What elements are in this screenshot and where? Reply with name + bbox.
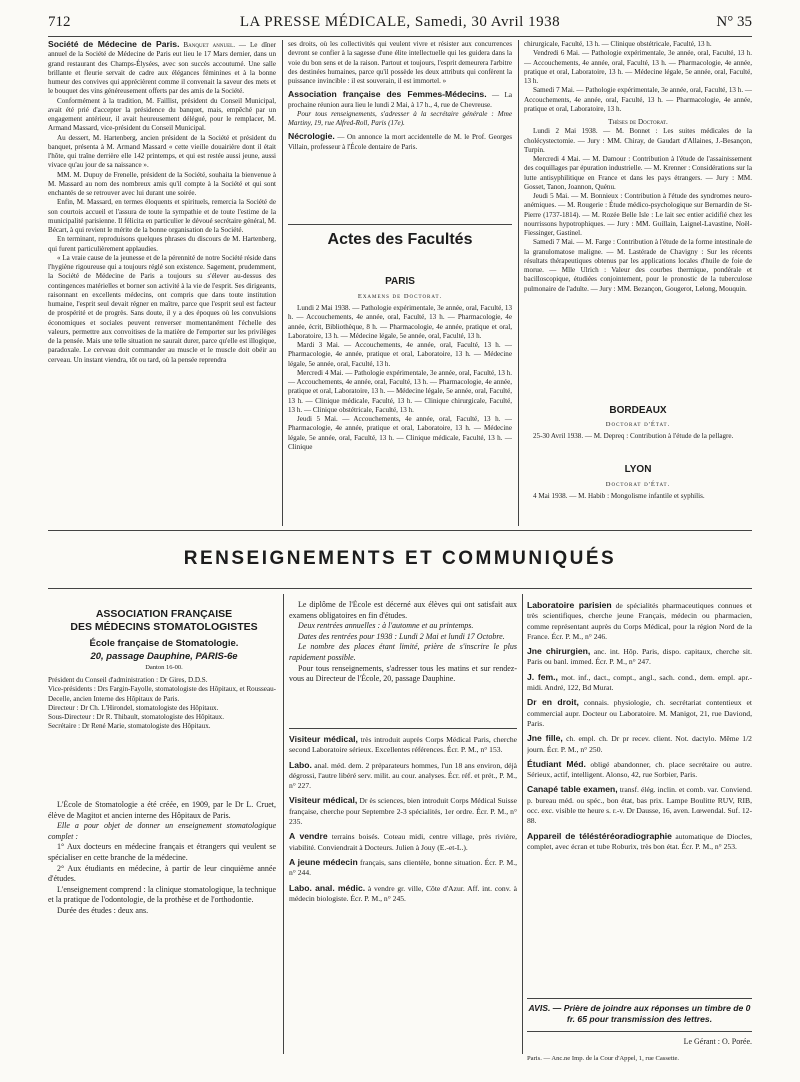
printer-line: Paris. — Anc.ne Imp. de la Cour d'Appel, 1, rue Cassette. <box>527 1055 680 1062</box>
school-body-3: 2° Aux étudiants en médecine, à partir de leur cinquième année d'études. <box>48 863 276 884</box>
classifieds-right <box>527 600 752 996</box>
renseignements-title: RENSEIGNEMENTS ET COMMUNIQUÉS <box>183 548 617 569</box>
these-item-0: Lundi 2 Mai 1938. — M. Bonnet : Les suites médicales de la cholécystectomie. — Jury : MM. Chiray, de Gaudart d'Allaines, J.-Besançon, Turpin. <box>524 127 752 154</box>
societe-heading: Société de Médecine de Paris. <box>48 40 180 49</box>
classified-mid-1: Labo. anal. méd. dem. 2 préparateurs hommes, l'un 18 ans environ, déjà dégrossi, l'autre libéré serv. milit. au cour. analyses. Écr. réf. et prét., P. M., n° 227. <box>289 759 517 791</box>
school-cont-4: Pour tous renseignements, s'adresser tous les matins et sur rendez-vous au Directeur de l'École, 20, passage Dauphine. <box>289 663 517 684</box>
journal-title: LA PRESSE MÉDICALE, Samedi, 30 Avril 1938 <box>239 14 561 30</box>
school-description <box>48 800 276 940</box>
gerant-line: Le Gérant : O. Porée. <box>683 1037 752 1046</box>
lyon-text: 4 Mai 1938. — M. Habib : Mongolisme infantile et syphilis. <box>533 492 705 500</box>
classified-right-4: Jne fille, ch. empl. ch. Dr pr recev. client. Not. dactylo. Même 1/2 journ. Écr. P. M., n° 250. <box>527 733 752 754</box>
column-examens-paris <box>288 304 512 526</box>
bordeaux-text-block <box>524 432 752 454</box>
school-body-0: L'École de Stomatologie a été créée, en 1909, par le Dr L. Cruet, élève de Magitot et ancien interne des Hôpitaux de Paris. <box>48 800 276 820</box>
lyon-text-block <box>524 492 752 514</box>
column-rule <box>283 594 284 1054</box>
column-rule <box>522 594 523 1054</box>
these-item-3: Samedi 7 Mai. — M. Farge : Contribution à l'étude de la forme intestinale de la granulomatose maligne. — M. Lastérade de Chavigny : Sur les récents résultats thérapeutiques obtenus par les applications locales d'huile de foie de morue. — Mlle Ulrich : Valeur des courbes thermique, pondérale et bacilloscopique, étudiées conjointement, pour le pronostic de la tuberculose pulmonaire de l'adulte. — Jury : MM. Bezançon, Gougerot, Lelong, Mouquin. <box>524 238 752 293</box>
lyon-subheading: Doctorat d'État. <box>605 481 671 488</box>
col1-para-5: En terminant, reproduisons quelques phrases du discours de M. Hartenberg, qui furent particulièrement applaudies. <box>48 235 276 253</box>
classified-right-6: Canapé table examen, transf. élég. inclin. et comb. var. Conviend. p. bureau méd. ou spéc., bon état, bas prix. Lampe Boulitte RUV, RIB, occ. exc. visible tte heure s. r.-v. Dr Dausse, 16, aven. Lœwendal. Suf. 12-88. <box>527 784 752 826</box>
bordeaux-text: 25-30 Avril 1938. — M. Depreq : Contribution à l'étude de la pellagre. <box>533 432 734 440</box>
col1-para-3: MM. M. Dupuy de Frenelle, président de la Société, souhaita la bienvenue à M. Massard au nom des nombreux amis qu'il compte à la Société et qui sont enchantés de se retrouver avec lui durant une soirée. <box>48 170 276 197</box>
classified-right-7: Appareil de téléstéréoradiographie automatique de Diocles, complet, avec écran et tube Roburix, très bon état. Écr. P. M., n° 253. <box>527 830 752 851</box>
officer-3: Sous-Directeur : Dr R. Thibault, stomatologiste des Hôpitaux. <box>48 713 225 721</box>
classified-right-2: J. fem., mot. inf., dact., compt., angl., sach. cond., dem. empl. apr.-midi. André, 122, Bd Murat. <box>527 671 752 693</box>
paris-heading: PARIS <box>385 276 415 287</box>
classifieds-rule <box>289 728 517 729</box>
classified-mid-3: A vendre terrains boisés. Coteau midi, centre village, près rivière, viabilité. Conviendrait à Docteurs. Julien à Jouy (E.-et-L.). <box>289 831 517 852</box>
page-number: 712 <box>48 14 71 30</box>
officer-1: Vice-présidents : Drs Fargin-Fayolle, stomatologiste des Hôpitaux, et Rousseau-Decelle, ancien Interne des Hôpitaux de Paris. <box>48 685 276 703</box>
classified-right-0: Laboratoire parisien de spécialités pharmaceutiques connues et très scientifiques, cherche jeune Français, médecin ou pharmacien, comme représentant auprès du Corps Médical, pour la région Nord de la France. Écr. P. M., n° 246. <box>527 600 752 641</box>
classified-mid-4: A jeune médecin français, sans clientèle, bonne situation. Écr. P. M., n° 244. <box>289 856 517 878</box>
col1-para-6: « La vraie cause de la jeunesse et de la pérennité de notre Société réside dans l'hygiène rigoureuse qui a toujours réglé son existence. Sagement, prudemment, la Société de Médecine de Paris a toujours su s'élever au-dessus des contingences matérielles et borner son activité à la vie de l'esprit. Ses dirigeants, raisonnant en excellents médecins, ont compris que dans toute institution humaine, l'esprit seul devait régner en maître, parce que l'esprit seul est facteur de prospérité et de progrès. Sans doute, il y a des époques où les convulsions économiques et sociales peuvent renverser momentanément l'échelle des valeurs, permettre aux convoitises de la matière de l'emporter sur les privilèges de la pensée. Mais une telle situation ne saurait durer, parce qu'elle est illogique, paradoxale. Le cerveau doit commander au muscle et le muscle doit obéir au cerveau. Un instant viendra, tôt ou tard, où la pensée reprendra <box>48 253 276 364</box>
exam-item-0: Lundi 2 Mai 1938. — Pathologie expérimentale, 3e année, oral, Faculté, 13 h. — Accouchements, 4e année, oral, Faculté, 13 h. — Pharmacologie, 4e année, écrit, Bibliothèque, 8 h. — Pharmacologie, 4e année, pratique et oral, Laboratoire, 13 h. — Médecine légale, 5e année, oral, Faculté, 13 h. <box>288 304 512 340</box>
col4-item-1: Vendredi 6 Mai. — Pathologie expérimentale, 3e année, oral, Faculté, 13 h. — Accouchements, 4e année, oral, Faculté, 13 h. — Pharmacologie, 4e année, pratique et oral, Laboratoire, 13 h. — Médecine légale, 5e année, oral, Faculté, 13 h. <box>524 49 752 85</box>
femmes-medecins-heading: Association française des Femmes-Médecins. <box>288 89 487 100</box>
bordeaux-heading: BORDEAUX <box>609 405 667 416</box>
school-address: 20, passage Dauphine, PARIS-6e <box>90 651 238 662</box>
femmes-medecins-contact: Pour tous renseignements, s'adresser à la secrétaire générale : Mme Martiny, 19, rue Alfred-Roll, Paris (17e). <box>288 109 512 127</box>
col4-item-0: chirurgicale, Faculté, 13 h. — Clinique obstétricale, Faculté, 13 h. <box>524 40 712 48</box>
societe-heading-tail: Banquet annuel. <box>183 41 235 49</box>
issue-number: N° 35 <box>716 14 752 30</box>
col4-item-2: Samedi 7 Mai. — Pathologie expérimentale, 3e année, oral, Faculté, 13 h. — Accouchements, 4e année, oral, Faculté, 13 h. — Pharmacologie, 4e année, pratique et oral, Laboratoire, 13 h. <box>524 86 752 113</box>
classified-mid-2: Visiteur médical, Dr ès sciences, bien introduit Corps Médical Suisse française, cherche pour Septembre 2-3 spécialités, 1er ordre. Écr. P. M., n° 235. <box>289 795 517 827</box>
these-item-2: Jeudi 5 Mai. — M. Bonnieux : Contribution à l'étude des syndromes neuro-anémiques. — M. Rougerie : Étude médico-psychologique sur Bernardin de St-Pierre (1737-1814). — M. Rozée Belle Isle : Le lait sec entier acidifié chez les nourrissons hypotrophiques. — Jury : MM. Guillain, Laignel-Lavastine, Noël-Fiessinger, Gastinel. <box>524 192 752 237</box>
col2-para-0: ses droits, où les collectivités qui veulent vivre et résister aux concurrences devront se confier à la sagesse d'une élite intellectuelle qui les guidera dans la voie du bon sens et de la raison. Partout et toujours, l'esprit demeurera l'arbitre des destinées humaines, parce qu'il possède les deux attributs qui confèrent la puissance invincible : il est souverain, il est immortel. » <box>288 40 512 85</box>
avis-bottom-rule <box>527 1031 752 1032</box>
assoc-name-line2: DES MÉDECINS STOMATOLOGISTES <box>70 621 258 633</box>
exam-item-1: Mardi 3 Mai. — Accouchements, 4e année, oral, Faculté, 13 h. — Pharmacologie, 4e année, pratique et oral, Laboratoire, 13 h. — Médecine légale, 5e année, oral, Faculté, 13 h. <box>288 341 512 368</box>
exam-item-2: Mercredi 4 Mai. — Pathologie expérimentale, 3e année, oral, Faculté, 13 h. — Accouchements, 4e année, oral, Faculté, 13 h. — Pharmacologie, 4e année, pratique et oral, Laboratoire, 13 h. — Médecine légale, 5e année, oral, Faculté, 13 h. — Clinique médicale, Faculté, 13 h. — Clinique chirurgicale, Faculté, 13 h. — Clinique obstétricale, Faculté, 13 h. <box>288 368 512 414</box>
femmes-medecins-text: — La prochaine réunion aura lieu le lundi 2 Mai, à 17 h., 4, rue de Chevreuse. <box>288 91 512 109</box>
column-theses <box>524 40 752 392</box>
school-officers <box>48 676 276 758</box>
necrologie-heading: Nécrologie. <box>288 131 335 142</box>
school-cont-2: Dates des rentrées pour 1938 : Lundi 2 Mai et lundi 17 Octobre. <box>298 631 505 641</box>
avis-rule <box>527 998 752 999</box>
school-body-5: Durée des études : deux ans. <box>57 905 149 915</box>
column-continuation <box>288 40 512 220</box>
col1-para-4: Enfin, M. Massard, en termes éloquents et spirituels, remercia la Société de son courtois accueil et l'assura de toute la sympathie et de toute l'estime de la municipalité parisienne. Il félicita en particulier le dévoué secrétaire général, M. Bécart, à qui revient le mérite de la bonne organisation de la Société. <box>48 198 276 234</box>
school-cont-0: Le diplôme de l'École est décerné aux élèves qui ont satisfait aux examens obligatoires en fin d'études. <box>289 600 517 620</box>
assoc-name-line1: ASSOCIATION FRANÇAISE <box>95 608 233 620</box>
classified-mid-5: Labo. anal. médic. à vendre gr. ville, Côte d'Azur. Aff. int. conv. à médecin biologiste. Écr. P. M., n° 245. <box>289 882 517 903</box>
col1-para-2: Au dessert, M. Hartenberg, ancien président de la Société et président du banquet, présenta à M. Armand Massard « cette vieille douairière dont il était l'hôte, qui traîne derrière elle 142 printemps, et qui est restée aussi jeune, aussi vivace qu'au jour de sa naissance ». <box>48 133 276 170</box>
bordeaux-subheading: Doctorat d'État. <box>605 421 671 428</box>
classifieds-middle <box>289 734 517 1054</box>
classified-right-1: Jne chirurgien, anc. int. Hôp. Paris, dispo. capitaux, cherche sit. Paris ou banl. immed. Écr. P. M., n° 247. <box>527 646 752 667</box>
column-rule <box>282 40 283 526</box>
col1-para-0: — Le dîner annuel de la Société de Médecine de Paris eut lieu le 17 Mars dernier, dans un grand restaurant des Champs-Élysées, avec son succès accoutumé. Une salle brillante et fleurie servait de cadre aux élégances féminines et à la bonne humeur des convives qui apprécièrent comme il convenait la saveur des mets et le bouquet des vins généreusement offerts par des amis de la Société. <box>48 41 276 96</box>
school-name: École française de Stomatologie. <box>89 638 239 649</box>
theses-heading: Thèses de Doctorat. <box>608 118 668 126</box>
officer-4: Secrétaire : Dr René Marie, stomatologiste des Hôpitaux. <box>48 722 211 731</box>
officer-2: Directeur : Dr Ch. L'Hirondel, stomatologiste des Hôpitaux. <box>48 703 219 712</box>
lyon-heading: LYON <box>624 464 652 475</box>
column-societe-medecine <box>48 40 276 526</box>
school-cont-3: Le nombre des places étant limité, prière de s'inscrire le plus rapidement possible. <box>289 642 517 662</box>
these-item-1: Mercredi 4 Mai. — M. Damour : Contribution à l'étude de l'assainissement des coquillages par épuration industrielle. — M. Krenner : Considérations sur la lutte antisyphilitique en France et dans les pays étrangers. — Jury : MM. Gosset, Tanon, Joannon, Quénu. <box>524 155 752 191</box>
officer-0: Président du Conseil d'administration : Dr Gires, D.D.S. <box>48 676 208 684</box>
section-rule <box>288 224 512 225</box>
school-continuation <box>289 600 517 724</box>
actes-facultes-title: Actes des Facultés <box>327 231 473 248</box>
section-bottom-rule <box>48 588 752 589</box>
school-cont-1: Deux rentrées annuelles : à l'automne et au printemps. <box>298 621 474 631</box>
column-rule <box>518 40 519 526</box>
classified-right-5: Étudiant Méd. obligé abandonner, ch. place secrétaire ou autre. Sérieux, actif, intelligent. Alonso, 42, rue Sorbier, Paris. <box>527 758 752 780</box>
necrologie-text: — On annonce la mort accidentelle de M. le Prof. Georges Villain, professeur à l'École dentaire de Paris. <box>288 133 512 151</box>
examens-heading: Examens de Doctorat. <box>357 293 443 300</box>
school-body-2: 1° Aux docteurs en médecine français et étrangers qui veulent se spécialiser en cette branche de la médecine. <box>48 842 276 862</box>
exam-item-3: Jeudi 5 Mai. — Accouchements, 4e année, oral, Faculté, 13 h. — Pharmacologie, 4e année, pratique et oral, Laboratoire, 13 h. — Médecine légale, 5e année, oral, Faculté, 13 h. — Clinique médicale, Faculté, 13 h. — Clinique <box>288 415 512 451</box>
stomatologists-association-block <box>48 608 280 672</box>
school-body-1: Elle a pour objet de donner un enseignement stomatologique complet : <box>48 821 276 841</box>
section-top-rule <box>48 530 752 531</box>
school-phone: Danton 16-00. <box>145 664 183 671</box>
col1-para-1: Conformément à la tradition, M. Faillist, président du Conseil Municipal, avait été prié d'accepter la présidence du banquet, mais, empêché par un engagement antérieur, il avait heureusement délégué, pour le remplacer, M. Armand Massard, vice-président du Conseil Municipal. <box>48 96 276 133</box>
classified-mid-0: Visiteur médical, très introduit auprès Corps Médical Paris, cherche second Laboratoire sérieux. Excellentes références. Écr. P. M., n° 153. <box>289 734 517 755</box>
classified-right-3: Dr en droit, connais. physiologie, ch. secrétariat contentieux et commercial aupr. Docteur ou Laboratoire. M. Manigot, 21, rue Daviond, Paris. <box>527 697 752 728</box>
school-body-4: L'enseignement comprend : la clinique stomatologique, la technique et la pratique de l'odontologie, de la prothèse et de l'orthodontie. <box>48 884 276 905</box>
avis-notice: AVIS. — Prière de joindre aux réponses un timbre de 0 fr. 65 pour transmission des lettres. <box>528 1003 751 1024</box>
page-header <box>48 14 752 36</box>
header-rule <box>48 36 752 37</box>
